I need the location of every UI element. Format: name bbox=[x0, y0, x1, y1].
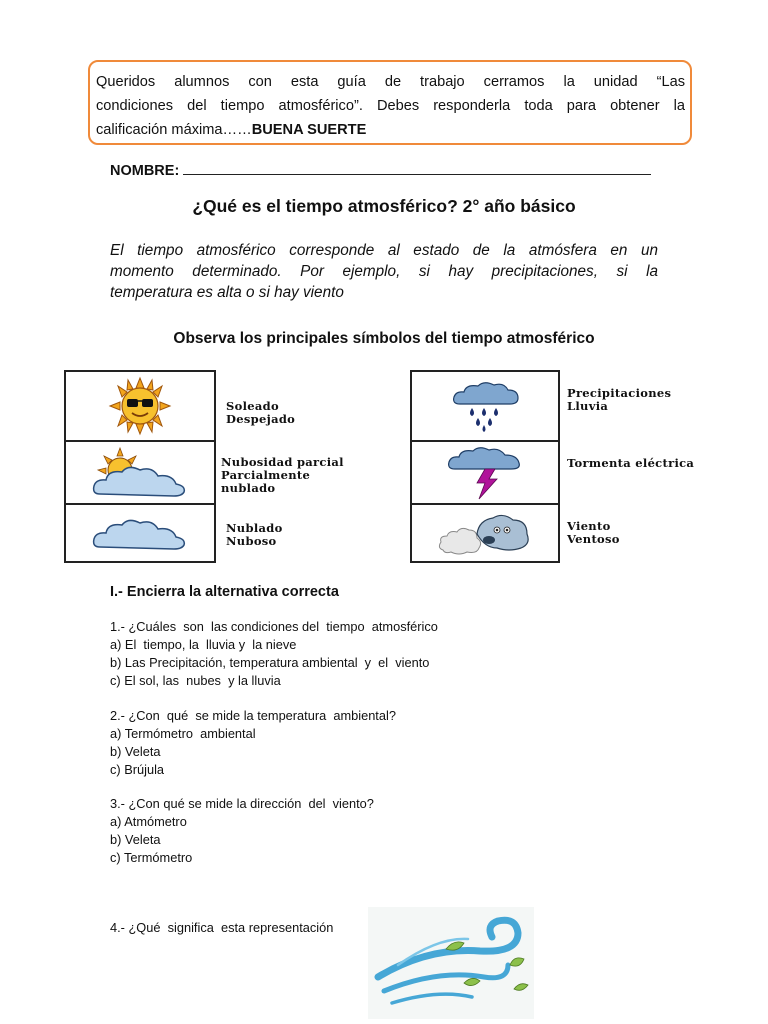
partly-cloudy-icon bbox=[90, 446, 190, 500]
question-3-option-b[interactable]: b) Veleta bbox=[110, 832, 161, 847]
intro-box bbox=[88, 60, 692, 145]
label-thunderstorm bbox=[567, 457, 694, 470]
question-1-option-c[interactable]: c) El sol, las nubes y la lluvia bbox=[110, 673, 281, 688]
symbols-table-right bbox=[410, 370, 560, 563]
question-2 bbox=[110, 707, 396, 779]
question-1-text: 1.- ¿Cuáles son las condiciones del tiempo atmosférico bbox=[110, 619, 438, 634]
label-wind bbox=[567, 520, 620, 546]
label-cloudy-line-2: Nuboso bbox=[226, 534, 277, 548]
question-1-option-b[interactable]: b) Las Precipitación, temperatura ambiental y el viento bbox=[110, 655, 430, 670]
intro-good-luck: BUENA SUERTE bbox=[251, 122, 367, 138]
symbol-cell-wind bbox=[412, 505, 558, 563]
label-rain-line-1: Precipitaciones bbox=[567, 386, 672, 400]
label-partly-cloudy bbox=[221, 456, 344, 495]
sun-sunglasses-icon bbox=[102, 376, 178, 436]
label-sunny-line-2: Despejado bbox=[226, 412, 296, 426]
symbol-cell-sunny bbox=[66, 370, 214, 442]
question-2-option-c[interactable]: c) Brújula bbox=[110, 762, 165, 777]
cloud-icon bbox=[90, 513, 190, 553]
intro-line-1: Queridos alumnos con esta guía de trabajo cerramos la unidad “Las bbox=[96, 74, 685, 90]
page-title: ¿Qué es el tiempo atmosférico? 2° año básico bbox=[192, 196, 576, 216]
label-sunny-line-1: Soleado bbox=[226, 399, 279, 413]
definition-paragraph bbox=[110, 240, 658, 303]
symbol-cell-partly-cloudy bbox=[66, 442, 214, 505]
question-1 bbox=[110, 618, 438, 690]
name-label: NOMBRE: bbox=[110, 163, 180, 179]
symbol-cell-rain bbox=[412, 370, 558, 442]
label-wind-line-1: Viento bbox=[567, 519, 611, 533]
rain-cloud-icon bbox=[450, 378, 520, 434]
name-blank-line[interactable] bbox=[183, 160, 651, 175]
question-3 bbox=[110, 795, 374, 867]
label-sunny bbox=[226, 400, 295, 426]
intro-line-2: condiciones del tiempo atmosférico”. Debes responderla toda para obtener la bbox=[96, 98, 685, 114]
label-partly-cloudy-line-3: nublado bbox=[221, 481, 276, 495]
intro-line-3 bbox=[96, 118, 685, 142]
label-rain bbox=[567, 387, 671, 413]
question-3-option-c[interactable]: c) Termómetro bbox=[110, 850, 193, 865]
wind-cloud-icon bbox=[437, 508, 533, 558]
label-partly-cloudy-line-2: Parcialmente bbox=[221, 468, 311, 482]
definition-line-2: momento determinado. Por ejemplo, si hay precipitaciones, si la bbox=[110, 263, 658, 280]
label-partly-cloudy-line-1: Nubosidad parcial bbox=[221, 455, 344, 469]
symbol-cell-thunderstorm bbox=[412, 442, 558, 505]
wind-swirl-icon bbox=[368, 907, 534, 1019]
intro-line-3-text: calificación máxima…… bbox=[96, 122, 252, 138]
question-4-text: 4.- ¿Qué significa esta representación bbox=[110, 920, 334, 935]
question-4 bbox=[110, 919, 333, 937]
label-thunderstorm-line-1: Tormenta eléctrica bbox=[567, 456, 695, 470]
definition-line-3: temperatura es alta o si hay viento bbox=[110, 284, 344, 301]
question-1-option-a[interactable]: a) El tiempo, la lluvia y la nieve bbox=[110, 637, 297, 652]
question-2-option-a[interactable]: a) Termómetro ambiental bbox=[110, 726, 256, 741]
question-3-text: 3.- ¿Con qué se mide la dirección del viento? bbox=[110, 796, 374, 811]
thunderstorm-icon bbox=[445, 445, 525, 501]
definition-line-1: El tiempo atmosférico corresponde al estado de la atmósfera en un bbox=[110, 242, 658, 259]
question-2-option-b[interactable]: b) Veleta bbox=[110, 744, 161, 759]
symbols-title: Observa los principales símbolos del tiempo atmosférico bbox=[173, 330, 595, 347]
wind-illustration bbox=[368, 907, 534, 1019]
question-2-text: 2.- ¿Con qué se mide la temperatura ambiental? bbox=[110, 708, 396, 723]
label-rain-line-2: Lluvia bbox=[567, 399, 609, 413]
label-cloudy-line-1: Nublado bbox=[226, 521, 283, 535]
symbols-table-left bbox=[64, 370, 216, 563]
name-line bbox=[110, 160, 651, 179]
section-heading: I.- Encierra la alternativa correcta bbox=[110, 584, 339, 600]
symbol-cell-cloudy bbox=[66, 505, 214, 563]
label-wind-line-2: Ventoso bbox=[567, 532, 620, 546]
label-cloudy bbox=[226, 522, 283, 548]
question-3-option-a[interactable]: a) Atmómetro bbox=[110, 814, 187, 829]
